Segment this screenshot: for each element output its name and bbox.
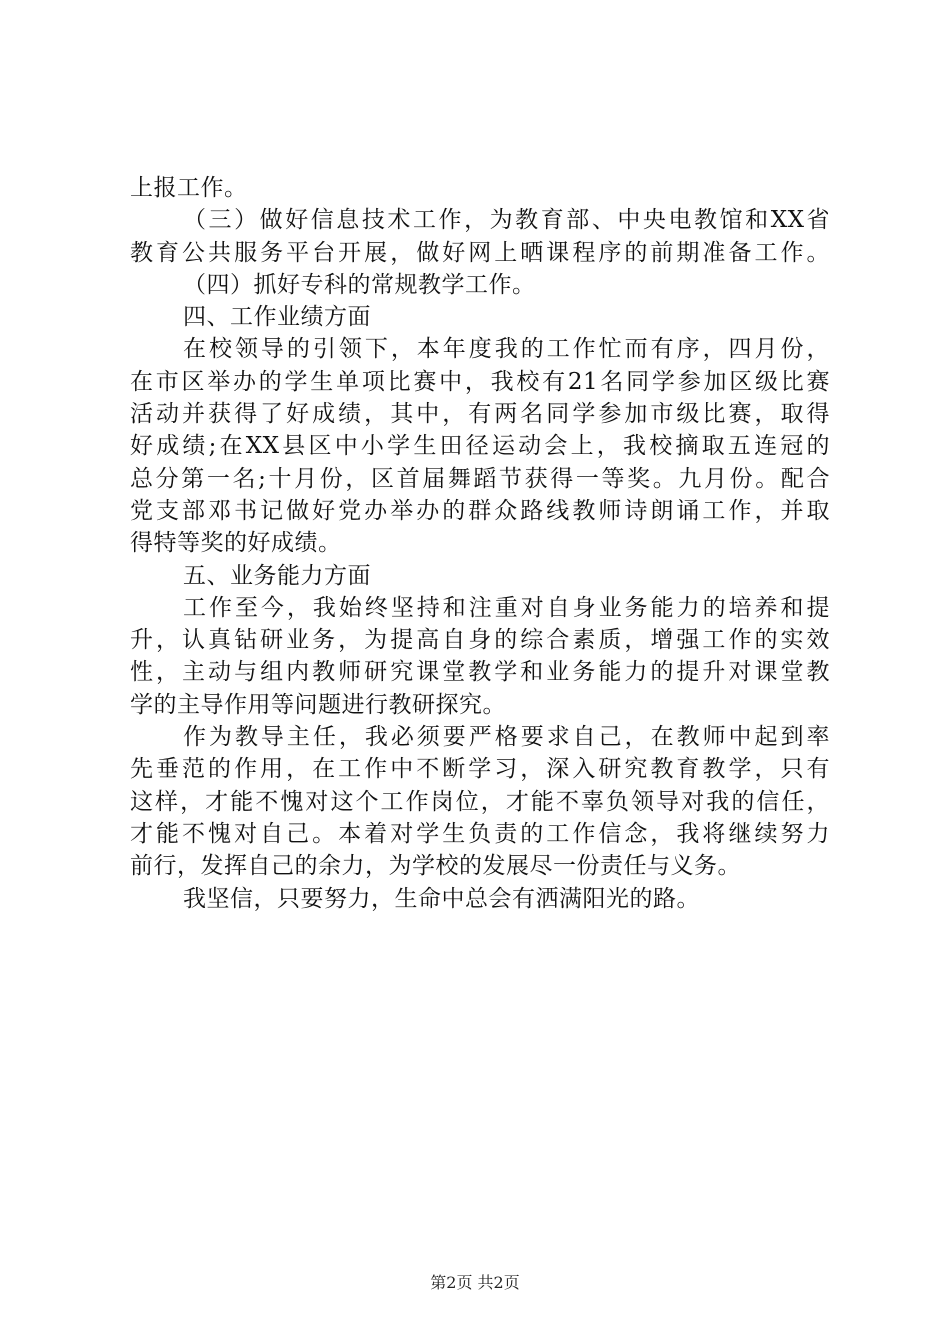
- text-line: 我坚信，只要努力，生命中总会有洒满阳光的路。: [183, 885, 700, 912]
- document-body: [130, 172, 830, 915]
- text-line: 好成绩;在XX县区中小学生田径运动会上，我校摘取五连冠的: [130, 433, 830, 460]
- text-line: （四）抓好专科的常规教学工作。: [183, 271, 536, 298]
- section-heading: 四、工作业绩方面: [183, 304, 371, 331]
- text-line: 性，主动与组内教师研究课堂教学和业务能力的提升对课堂教: [130, 659, 830, 686]
- page-number-footer: 第2页 共2页: [430, 1273, 520, 1292]
- text-line: 在校领导的引领下，本年度我的工作忙而有序，四月份，: [183, 336, 830, 363]
- text-line: 作为教导主任，我必须要严格要求自己，在教师中起到率: [183, 724, 830, 751]
- text-line: 前行，发挥自己的余力，为学校的发展尽一份责任与义务。: [130, 853, 741, 880]
- text-line: （三）做好信息技术工作，为教育部、中央电教馆和XX省: [183, 207, 830, 234]
- text-line: 升，认真钻研业务，为提高自身的综合素质，增强工作的实效: [130, 627, 830, 654]
- text-line: 得特等奖的好成绩。: [130, 530, 342, 557]
- text-line: 学的主导作用等问题进行教研探究。: [130, 691, 506, 718]
- text-line: 活动并获得了好成绩，其中，有两名同学参加市级比赛，取得: [130, 401, 830, 428]
- text-line: 这样，才能不愧对这个工作岗位，才能不辜负领导对我的信任，: [130, 788, 830, 815]
- section-heading: 五、业务能力方面: [183, 562, 371, 589]
- text-line: 上报工作。: [130, 175, 248, 201]
- text-line: 总分第一名;十月份，区首届舞蹈节获得一等奖。九月份。配合: [130, 465, 830, 492]
- text-line: 教育公共服务平台开展，做好网上晒课程序的前期准备工作。: [130, 239, 830, 266]
- text-line: 工作至今，我始终坚持和注重对自身业务能力的培养和提: [183, 594, 830, 621]
- text-line: 党支部邓书记做好党办举办的群众路线教师诗朗诵工作，并取: [130, 497, 830, 524]
- text-line: 先垂范的作用，在工作中不断学习，深入研究教育教学，只有: [130, 756, 830, 783]
- text-line: 在市区举办的学生单项比赛中，我校有21名同学参加区级比赛: [130, 368, 830, 395]
- text-line: 才能不愧对自己。本着对学生负责的工作信念，我将继续努力: [130, 820, 830, 847]
